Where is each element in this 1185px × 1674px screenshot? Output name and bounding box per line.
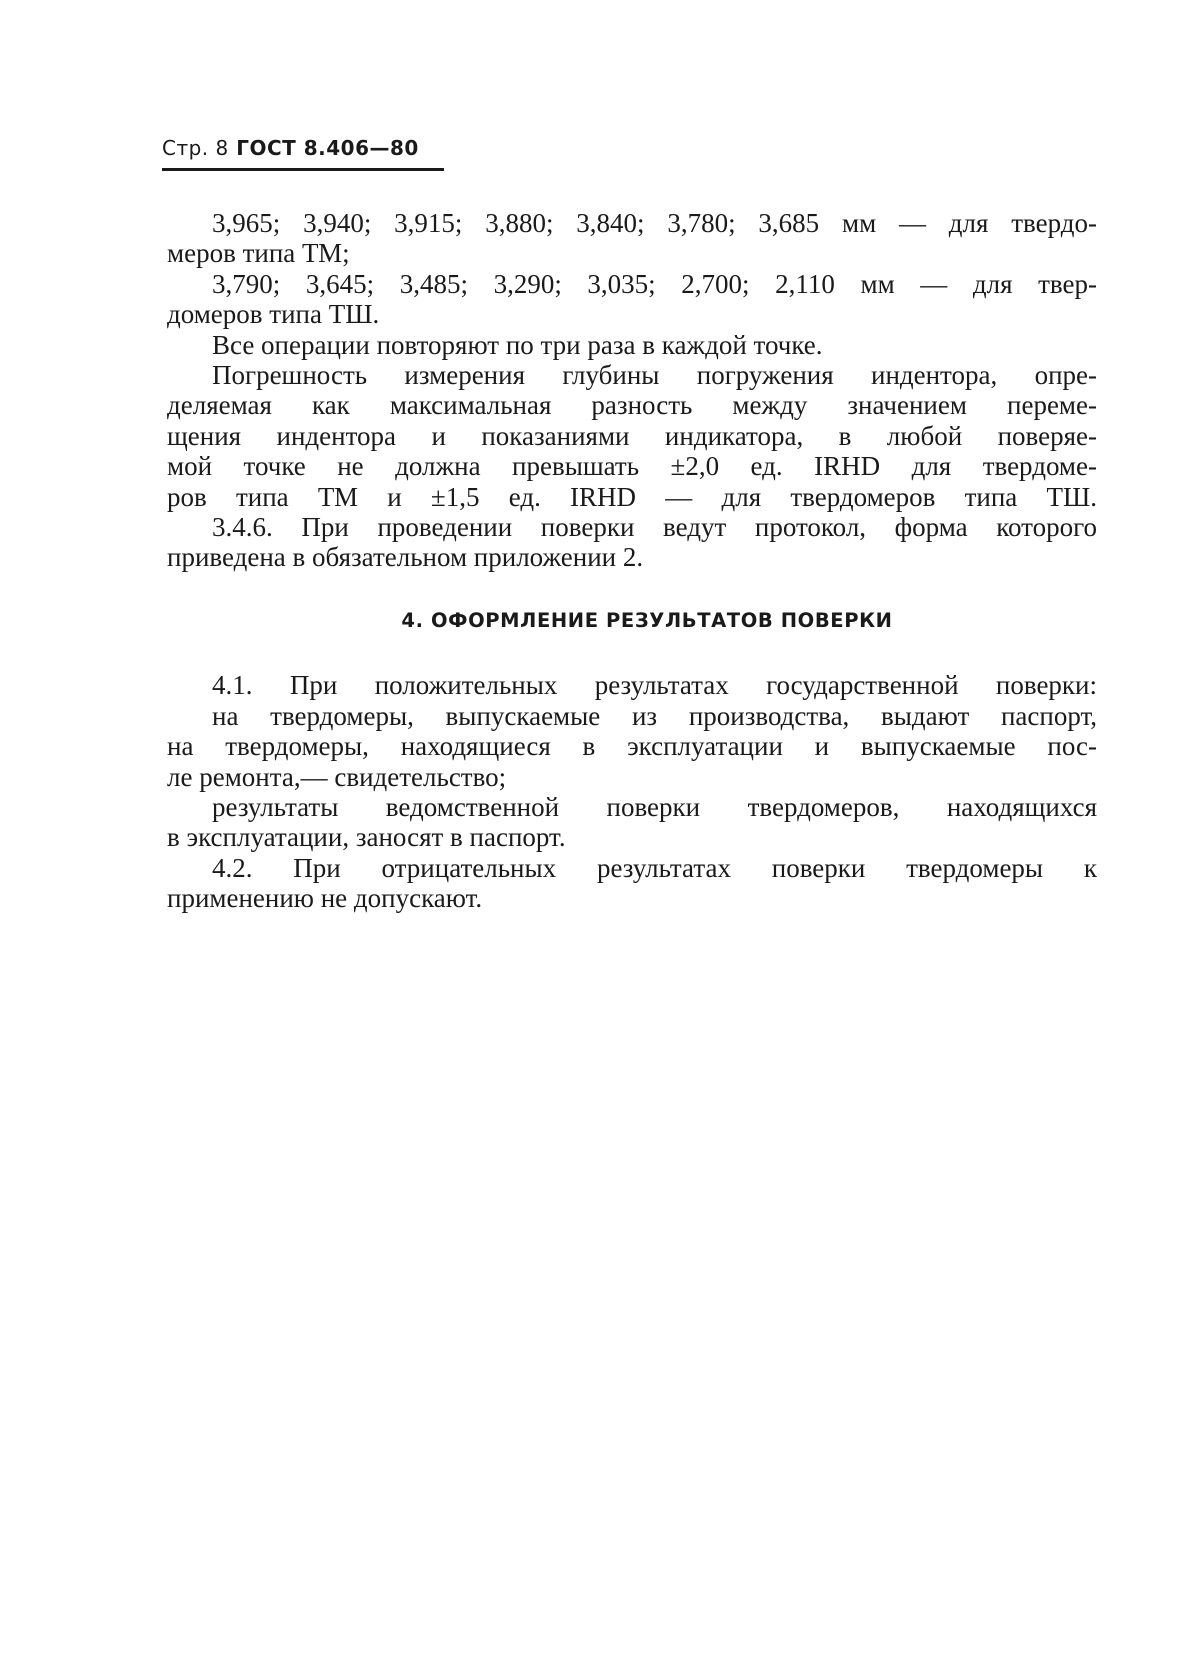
text-line: 3,965; 3,940; 3,915; 3,880; 3,840; 3,780; 3,685 мм — для твердо-: [212, 208, 1097, 238]
page-header: [162, 136, 444, 171]
text-line: 4.1. При положительных результатах государственной поверки:: [212, 670, 1097, 701]
text-line: применению не допускают.: [167, 883, 483, 914]
text-line: на твердомеры, находящиеся в эксплуатации и выпускаемые пос-: [167, 731, 1097, 762]
text-line: Все операции повторяют по три раза в каждой точке.: [212, 329, 823, 360]
text-line: домеров типа ТШ.: [167, 299, 380, 330]
document-body: [167, 208, 1097, 914]
text-line: ле ремонта,— свидетельство;: [167, 761, 507, 792]
text-line: результаты ведомственной поверки твердомеров, находящихся: [212, 791, 1097, 822]
standard-number: ГОСТ 8.406—80: [236, 136, 419, 160]
text-line: приведена в обязательном приложении 2.: [167, 542, 644, 573]
text-line: ров типа ТМ и ±1,5 ед. IRHD — для твердомеров типа ТШ.: [167, 481, 1097, 512]
text-line: 3.4.6. При проведении поверки ведут протокол, форма которого: [212, 512, 1097, 543]
section-heading: 4. ОФОРМЛЕНИЕ РЕЗУЛЬТАТОВ ПОВЕРКИ: [401, 608, 893, 632]
text-line: деляемая как максимальная разность между значением переме-: [167, 390, 1097, 421]
text-line: меров типа ТМ;: [167, 238, 350, 269]
text-line: 4.2. При отрицательных результатах поверки твердомеры к: [212, 852, 1097, 883]
text-line: мой точке не должна превышать ±2,0 ед. IRHD для твердоме-: [167, 451, 1097, 482]
text-line: 3,790; 3,645; 3,485; 3,290; 3,035; 2,700; 2,110 мм — для твер-: [212, 268, 1097, 299]
page-number: Стр. 8: [162, 136, 229, 160]
text-line: на твердомеры, выпускаемые из производства, выдают паспорт,: [212, 700, 1097, 731]
text-line: в эксплуатации, заносят в паспорт.: [167, 822, 566, 853]
text-line: щения индентора и показаниями индикатора, в любой поверяе-: [167, 420, 1097, 451]
text-line: Погрешность измерения глубины погружения индентора, опре-: [212, 360, 1097, 391]
